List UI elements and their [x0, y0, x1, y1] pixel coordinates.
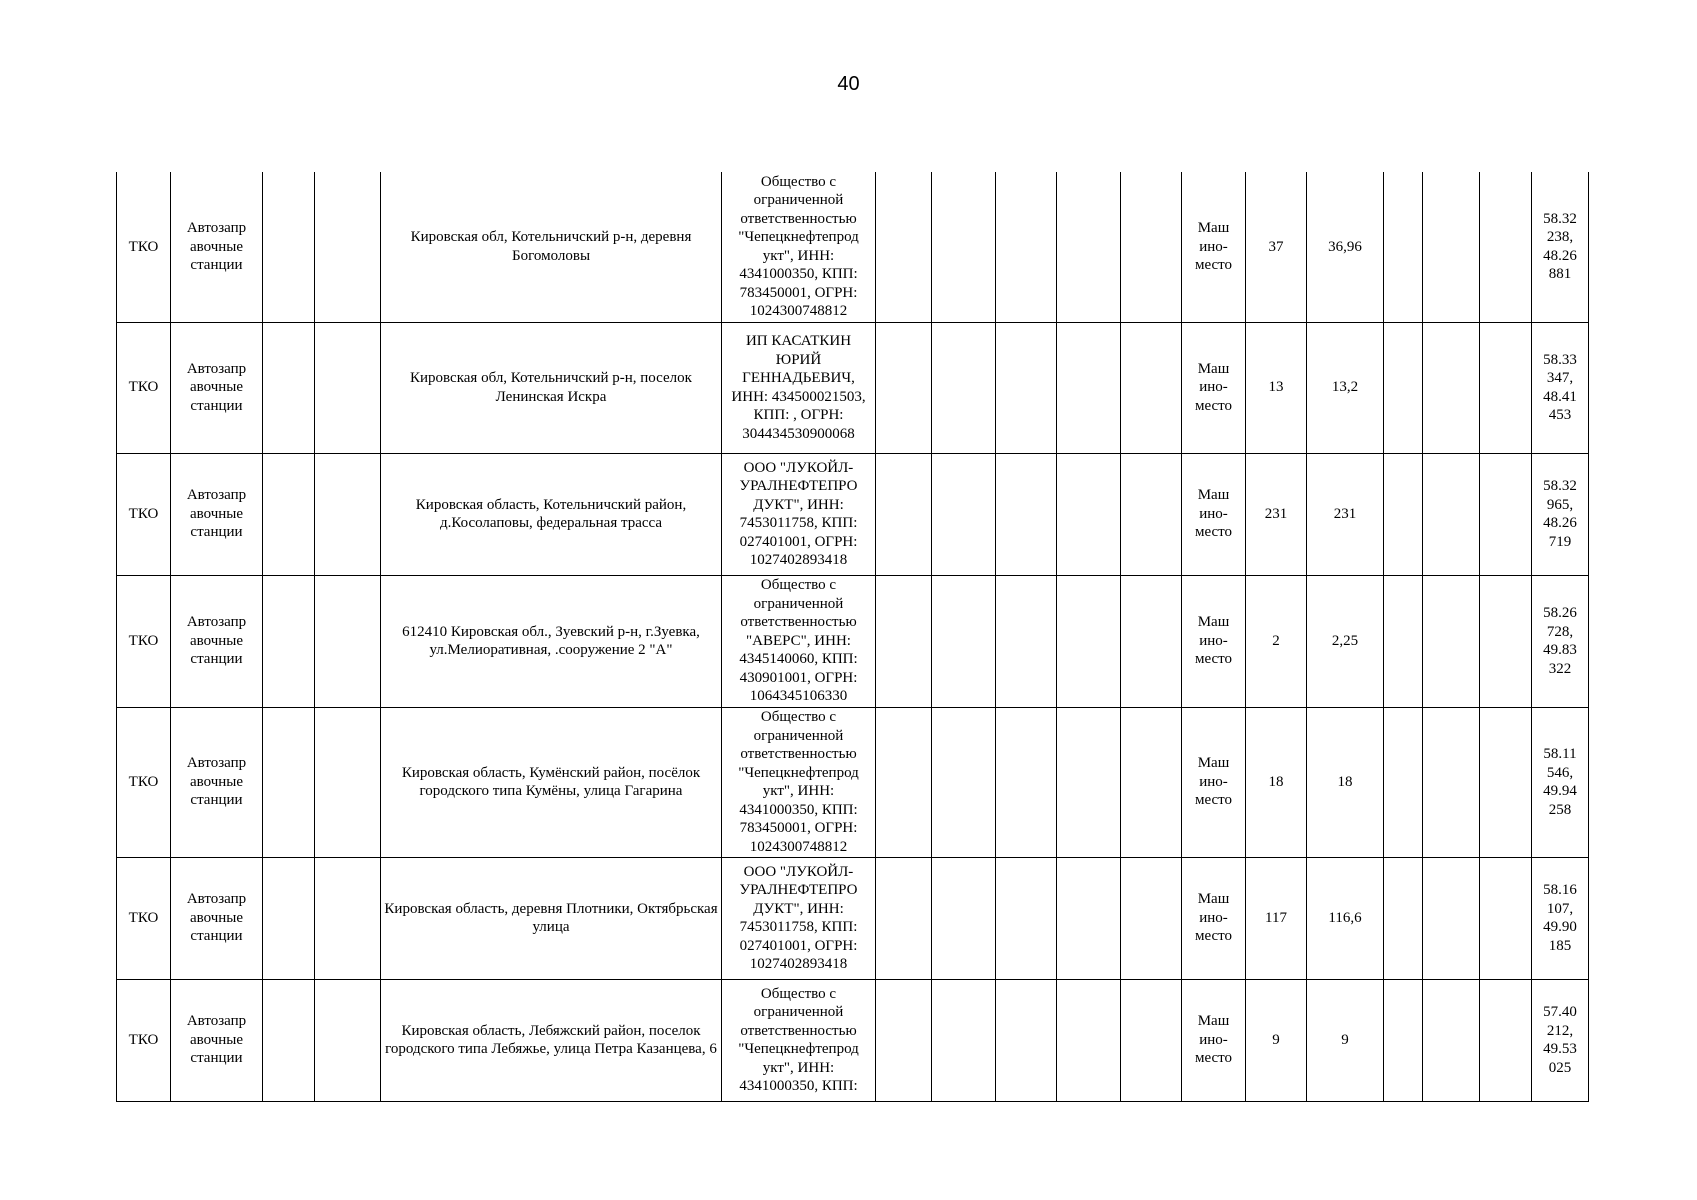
- address-cell: Кировская область, Лебяжский район, поселок городского типа Лебяжье, улица Петра Казанцева, 6: [381, 979, 722, 1101]
- coordinates-cell: 58.32 965, 48.26 719: [1532, 453, 1589, 575]
- area-cell: 18: [1307, 707, 1384, 857]
- empty-cell: [996, 172, 1057, 322]
- empty-cell: [876, 453, 932, 575]
- address-cell: Кировская область, деревня Плотники, Октябрьская улица: [381, 857, 722, 979]
- table-row: [117, 575, 1589, 707]
- address-cell: Кировская область, Котельничский район, д.Косолаповы, федеральная трасса: [381, 453, 722, 575]
- empty-cell: [1121, 857, 1182, 979]
- object-type-cell: Автозапр авочные станции: [171, 322, 263, 453]
- empty-cell: [1384, 322, 1423, 453]
- table-row: [117, 453, 1589, 575]
- empty-cell: [1057, 453, 1121, 575]
- table-row: [117, 172, 1589, 322]
- waste-type-cell: ТКО: [117, 979, 171, 1101]
- empty-cell: [1423, 979, 1480, 1101]
- coordinates-cell: 58.16 107, 49.90 185: [1532, 857, 1589, 979]
- waste-type-cell: ТКО: [117, 453, 171, 575]
- empty-cell: [932, 707, 996, 857]
- empty-cell: [1121, 322, 1182, 453]
- area-cell: 9: [1307, 979, 1384, 1101]
- waste-type-cell: ТКО: [117, 857, 171, 979]
- empty-cell: [315, 857, 381, 979]
- empty-cell: [876, 575, 932, 707]
- empty-cell: [1480, 172, 1532, 322]
- object-type-cell: Автозапр авочные станции: [171, 172, 263, 322]
- empty-cell: [1480, 453, 1532, 575]
- coordinates-cell: 58.11 546, 49.94 258: [1532, 707, 1589, 857]
- area-cell: 2,25: [1307, 575, 1384, 707]
- empty-cell: [996, 575, 1057, 707]
- owner-cell: ООО "ЛУКОЙЛ-УРАЛНЕФТЕПРО ДУКТ", ИНН: 7453011758, КПП: 027401001, ОГРН: 1027402893418: [722, 453, 876, 575]
- empty-cell: [1423, 453, 1480, 575]
- empty-cell: [1121, 453, 1182, 575]
- place-type-cell: Маш ино-место: [1182, 707, 1246, 857]
- empty-cell: [876, 172, 932, 322]
- empty-cell: [876, 707, 932, 857]
- empty-cell: [932, 322, 996, 453]
- empty-cell: [1423, 857, 1480, 979]
- count-cell: 117: [1246, 857, 1307, 979]
- owner-cell: Общество с ограниченной ответственностью "Чепецкнефтепрод укт", ИНН: 4341000350, КПП: 783450001, ОГРН: 1024300748812: [722, 707, 876, 857]
- empty-cell: [1423, 575, 1480, 707]
- registry-table: [116, 172, 1589, 1102]
- empty-cell: [932, 172, 996, 322]
- count-cell: 9: [1246, 979, 1307, 1101]
- owner-cell: Общество с ограниченной ответственностью "АВЕРС", ИНН: 4345140060, КПП: 430901001, ОГРН: 1064345106330: [722, 575, 876, 707]
- owner-cell: Общество с ограниченной ответственностью "Чепецкнефтепрод укт", ИНН: 4341000350, КПП:: [722, 979, 876, 1101]
- owner-cell: ООО "ЛУКОЙЛ-УРАЛНЕФТЕПРО ДУКТ", ИНН: 7453011758, КПП: 027401001, ОГРН: 1027402893418: [722, 857, 876, 979]
- waste-type-cell: ТКО: [117, 575, 171, 707]
- count-cell: 37: [1246, 172, 1307, 322]
- empty-cell: [876, 322, 932, 453]
- empty-cell: [1480, 707, 1532, 857]
- empty-cell: [1057, 575, 1121, 707]
- area-cell: 116,6: [1307, 857, 1384, 979]
- table-row: [117, 707, 1589, 857]
- place-type-cell: Маш ино-место: [1182, 322, 1246, 453]
- empty-cell: [996, 707, 1057, 857]
- empty-cell: [315, 707, 381, 857]
- empty-cell: [996, 857, 1057, 979]
- empty-cell: [263, 707, 315, 857]
- waste-type-cell: ТКО: [117, 707, 171, 857]
- coordinates-cell: 57.40 212, 49.53 025: [1532, 979, 1589, 1101]
- place-type-cell: Маш ино-место: [1182, 857, 1246, 979]
- owner-cell: ИП КАСАТКИН ЮРИЙ ГЕННАДЬЕВИЧ, ИНН: 434500021503, КПП: , ОГРН: 304434530900068: [722, 322, 876, 453]
- owner-cell: Общество с ограниченной ответственностью "Чепецкнефтепрод укт", ИНН: 4341000350, КПП: 783450001, ОГРН: 1024300748812: [722, 172, 876, 322]
- empty-cell: [315, 453, 381, 575]
- address-cell: Кировская обл, Котельничский р-н, поселок Ленинская Искра: [381, 322, 722, 453]
- table-row: [117, 322, 1589, 453]
- object-type-cell: Автозапр авочные станции: [171, 453, 263, 575]
- empty-cell: [1057, 979, 1121, 1101]
- empty-cell: [315, 172, 381, 322]
- empty-cell: [996, 322, 1057, 453]
- empty-cell: [263, 575, 315, 707]
- area-cell: 36,96: [1307, 172, 1384, 322]
- waste-type-cell: ТКО: [117, 322, 171, 453]
- object-type-cell: Автозапр авочные станции: [171, 575, 263, 707]
- empty-cell: [315, 979, 381, 1101]
- page-number: 40: [837, 73, 860, 95]
- empty-cell: [263, 857, 315, 979]
- empty-cell: [1423, 707, 1480, 857]
- place-type-cell: Маш ино-место: [1182, 979, 1246, 1101]
- empty-cell: [1121, 172, 1182, 322]
- empty-cell: [315, 575, 381, 707]
- table-row: [117, 857, 1589, 979]
- empty-cell: [1480, 575, 1532, 707]
- empty-cell: [1384, 979, 1423, 1101]
- empty-cell: [1057, 707, 1121, 857]
- empty-cell: [1057, 172, 1121, 322]
- empty-cell: [1121, 979, 1182, 1101]
- count-cell: 231: [1246, 453, 1307, 575]
- empty-cell: [1121, 707, 1182, 857]
- count-cell: 18: [1246, 707, 1307, 857]
- place-type-cell: Маш ино-место: [1182, 172, 1246, 322]
- address-cell: Кировская область, Кумёнский район, посёлок городского типа Кумёны, улица Гагарина: [381, 707, 722, 857]
- empty-cell: [932, 453, 996, 575]
- coordinates-cell: 58.26 728, 49.83 322: [1532, 575, 1589, 707]
- address-cell: 612410 Кировская обл., Зуевский р-н, г.Зуевка, ул.Мелиоративная, .сооружение 2 "А": [381, 575, 722, 707]
- empty-cell: [1384, 707, 1423, 857]
- coordinates-cell: 58.32 238, 48.26 881: [1532, 172, 1589, 322]
- empty-cell: [1121, 575, 1182, 707]
- count-cell: 13: [1246, 322, 1307, 453]
- empty-cell: [1423, 322, 1480, 453]
- empty-cell: [1384, 453, 1423, 575]
- empty-cell: [263, 453, 315, 575]
- object-type-cell: Автозапр авочные станции: [171, 857, 263, 979]
- empty-cell: [1480, 979, 1532, 1101]
- area-cell: 231: [1307, 453, 1384, 575]
- object-type-cell: Автозапр авочные станции: [171, 979, 263, 1101]
- empty-cell: [1057, 857, 1121, 979]
- empty-cell: [263, 979, 315, 1101]
- table-body: [117, 172, 1589, 1101]
- empty-cell: [876, 979, 932, 1101]
- empty-cell: [876, 857, 932, 979]
- empty-cell: [932, 857, 996, 979]
- empty-cell: [932, 979, 996, 1101]
- empty-cell: [996, 979, 1057, 1101]
- empty-cell: [263, 172, 315, 322]
- empty-cell: [263, 322, 315, 453]
- place-type-cell: Маш ино-место: [1182, 453, 1246, 575]
- empty-cell: [932, 575, 996, 707]
- empty-cell: [996, 453, 1057, 575]
- waste-type-cell: ТКО: [117, 172, 171, 322]
- coordinates-cell: 58.33 347, 48.41 453: [1532, 322, 1589, 453]
- count-cell: 2: [1246, 575, 1307, 707]
- empty-cell: [1384, 857, 1423, 979]
- area-cell: 13,2: [1307, 322, 1384, 453]
- empty-cell: [315, 322, 381, 453]
- place-type-cell: Маш ино-место: [1182, 575, 1246, 707]
- table-row: [117, 979, 1589, 1101]
- empty-cell: [1423, 172, 1480, 322]
- empty-cell: [1384, 172, 1423, 322]
- empty-cell: [1480, 857, 1532, 979]
- object-type-cell: Автозапр авочные станции: [171, 707, 263, 857]
- empty-cell: [1384, 575, 1423, 707]
- empty-cell: [1480, 322, 1532, 453]
- address-cell: Кировская обл, Котельничский р-н, деревня Богомоловы: [381, 172, 722, 322]
- empty-cell: [1057, 322, 1121, 453]
